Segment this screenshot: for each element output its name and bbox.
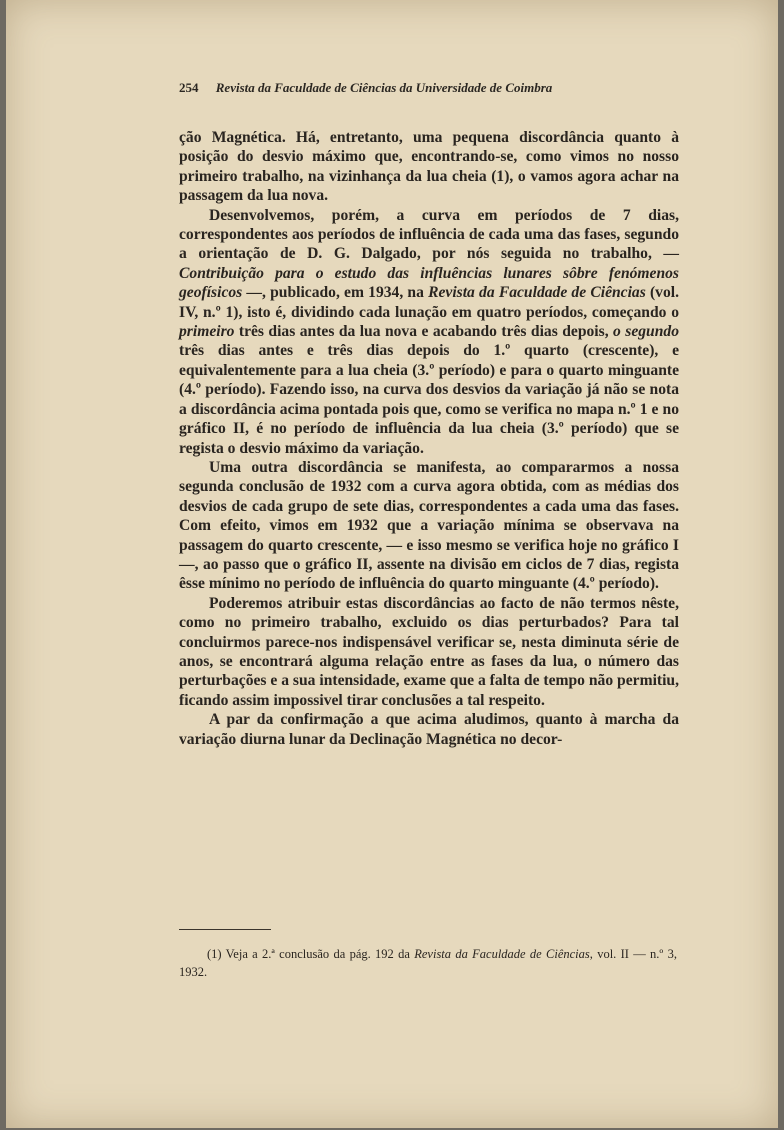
body-text <box>179 128 679 749</box>
paragraph <box>179 594 679 710</box>
footnote <box>179 945 677 981</box>
text-run-italic: o segundo <box>613 323 679 341</box>
book-page <box>6 0 778 1128</box>
text-run-italic: Contribuição para o estudo das influências lunares sôbre fenómenos geofísicos <box>179 264 679 302</box>
text-run: , vol. II — n.º 3, 1932. <box>179 947 677 979</box>
paragraph <box>179 128 679 206</box>
text-run: (1) Veja a 2.ª conclusão da pág. 192 da <box>207 947 415 961</box>
page-number: 254 <box>179 80 199 95</box>
paragraph <box>179 458 679 594</box>
journal-title: Revista da Faculdade de Ciências da Universidade de Coimbra <box>215 80 553 95</box>
text-run-italic: Revista da Faculdade de Ciências <box>428 284 646 302</box>
text-run: ção Magnética. Há, entretanto, uma pequena discordância quanto à posição do desvio máximo que, encontrando-se, como vimos no nosso primeiro trabalho, na vizinhança da lua cheia (1), o vamos agora achar na passagem da lua nova. <box>179 129 679 205</box>
text-run: A par da confirmação a que acima aludimos, quanto à marcha da variação diurna lunar da Declinação Magnética no decor- <box>179 711 679 748</box>
paragraph <box>179 206 679 458</box>
text-run: —, publicado, em 1934, na <box>242 284 429 302</box>
text-run-italic: primeiro <box>179 323 235 341</box>
paragraph <box>179 710 679 749</box>
text-run-italic: Revista da Faculdade de Ciências <box>414 947 590 961</box>
text-run: três dias antes da lua nova e acabando três dias depois, <box>234 323 614 341</box>
running-header <box>179 80 634 96</box>
text-run: Uma outra discordância se manifesta, ao compararmos a nossa segunda conclusão de 1932 com a curva agora obtida, com as médias dos desvios de cada grupo de sete dias, correspondentes a cada uma das fases. Com efeito, vimos em 1932 que a variação mínima se observava na passagem do quarto crescente, — e isso mesmo se verifica hoje no gráfico I —, ao passo que o gráfico II, assente na divisão em ciclos de 7 dias, regista êsse mínimo no período de influência do quarto minguante (4.º período). <box>179 458 679 593</box>
text-run: Poderemos atribuir estas discordâncias ao facto de não termos nêste, como no primeiro trabalho, excluido os dias perturbados? Para tal concluirmos parece-nos indispensável verificar se, nesta diminuta série de anos, se encontrará alguma relação entre as fases da lua, o número das perturbações e a sua intensidade, exame que a falta de tempo não permitiu, ficando assim impossivel tirar conclusões a tal respeito. <box>179 594 679 709</box>
text-run: três dias antes e três dias depois do 1.º quarto (crescente), e equivalentemente para a lua cheia (3.º período) e para o quarto minguante (4.º período). Fazendo isso, na curva dos desvios da variação já não se nota a discordância acima pontada pois que, como se verifica no mapa n.º 1 e no gráfico II, é no período de influência da lua cheia (3.º período) que se regista o desvio máximo da variação. <box>179 342 679 457</box>
footnote-paragraph <box>179 945 677 981</box>
footnote-separator <box>179 929 271 930</box>
text-run: (vol. IV, n.º 1), isto é, dividindo cada lunação em quatro períodos, começando o <box>179 284 679 321</box>
text-run: Desenvolvemos, porém, a curva em períodos de 7 dias, correspondentes aos períodos de influência de cada uma das fases, segundo a orientação de D. G. Dalgado, por nós seguida no trabalho, — <box>179 206 679 263</box>
